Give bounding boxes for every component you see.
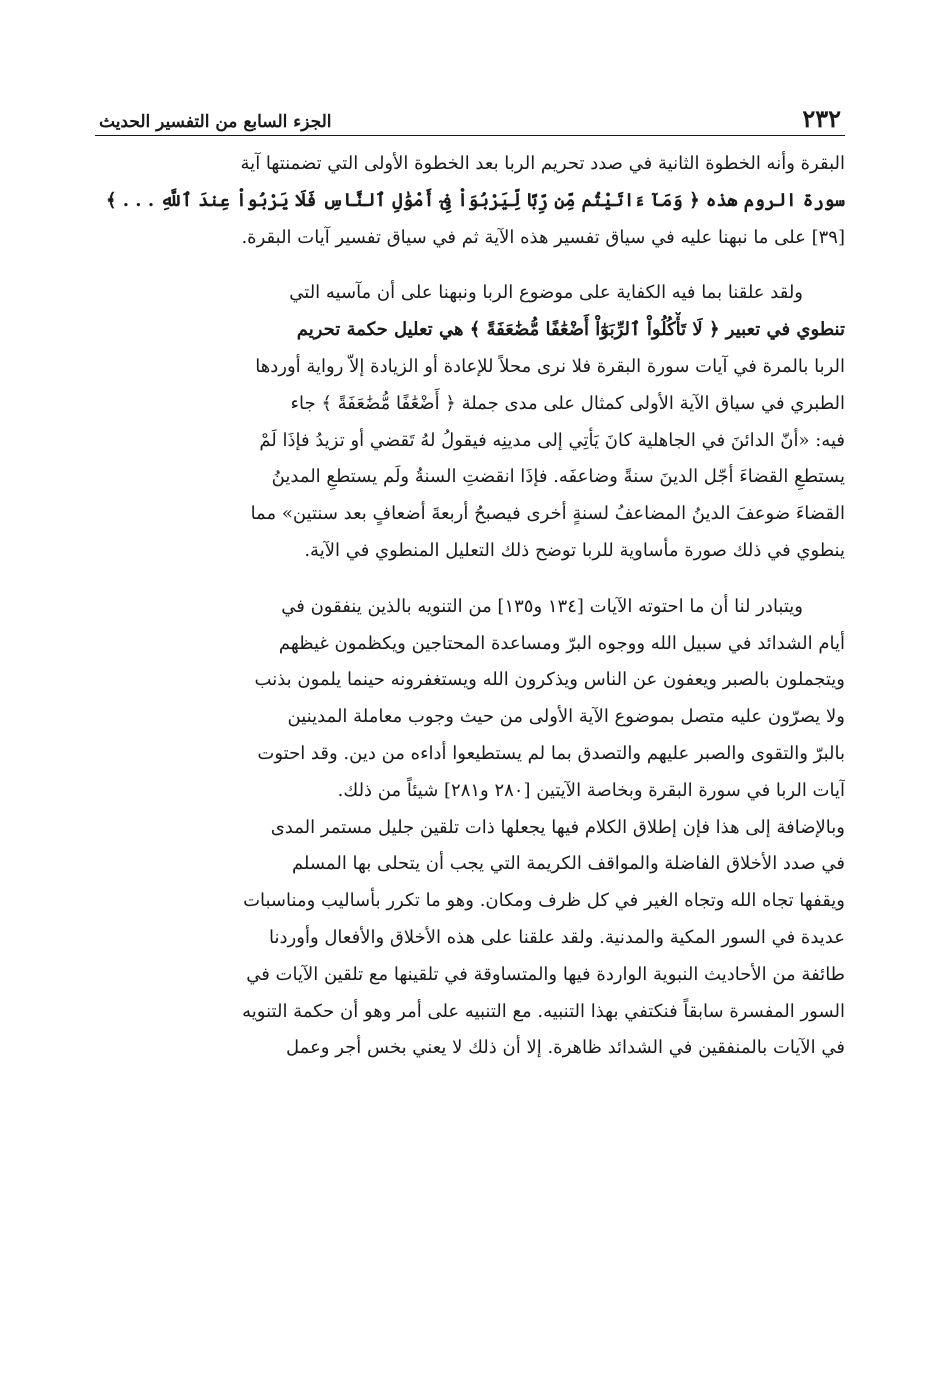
running-title: الجزء السابع من التفسير الحديث: [99, 112, 332, 132]
text-line: أيام الشدائد في سبيل الله ووجوه البرّ ومساعدة المحتاجين ويكظمون غيظهم: [278, 632, 845, 654]
text-line: ويقفها تجاه الله وتجاه الغير في كل ظرف ومكان. وهو ما تكرر بأساليب ومناسبات: [243, 890, 845, 912]
text-line: ولقد علقنا بما فيه الكفاية على موضوع الربا ونبهنا على أن مآسيه التي: [289, 282, 803, 304]
text-line: في صدد الأخلاق الفاضلة والمواقف الكريمة التي يجب أن يتحلى بها المسلم: [291, 853, 845, 875]
text-line: آيات الربا في سورة البقرة وبخاصة الآيتين [٢٨٠ و٢٨١] شيئاً من ذلك.: [337, 779, 845, 801]
text-line: في الآيات بالمنفقين في الشدائد ظاهرة. إلا أن ذلك لا يعني بخس أجر وعمل: [286, 1037, 845, 1059]
text-line: ينطوي في ذلك صورة مأساوية للربا توضح ذلك التعليل المنطوي في الآية.: [304, 539, 845, 561]
text-line: فيه: «أنّ الدائنَ في الجاهلية كانَ يَأتِي إلى مدينِه فيقولُ لهُ تَقضي أو تزيدُ فإذَا لَمْ: [259, 429, 845, 451]
text-line: يستطعِ القضاءَ أجّل الدينَ سنةً وضاعفَه. فإذَا انقضتِ السنةُ ولَم يستطعِ المدينُ: [271, 466, 845, 488]
page-body: [95, 146, 845, 1067]
text-line-verse: تنطوي في تعبير ﴿ لَا تَأْكُلُواْ ٱلرِّبَوٰٓاْ أَضْعَٰفًا مُّضَٰعَفَةً ﴾ هي تعليل حكمة تحريم: [296, 319, 845, 341]
text-line: عديدة في السور المكية والمدنية. ولقد علقنا على هذه الأخلاق والأفعال وأوردنا: [269, 926, 845, 948]
text-line-verse: سورة الروم هذه ﴿ وَمَآ ءَاتَيْتُم مِّن رِّبًا لِّيَرْبُوَاْ فِىٓ أَمْوَٰلِ ٱلنَّاسِ فَلَا يَرْبُواْ عِندَ ٱللَّهِ . . . ﴾: [105, 189, 845, 211]
paragraph-3: [95, 589, 845, 1067]
text-line: ولا يصرّون عليه متصل بموضوع الآية الأولى من حيث وجوب معاملة المدينين: [287, 706, 845, 728]
page-number: ٢٣٢: [802, 104, 841, 133]
text-line: القضاءَ ضوعفَ الدينُ المضاعفُ لسنةٍ أخرى فيصبحُ أربعةَ أضعافٍ بعد سنتين» مما: [250, 503, 845, 525]
text-line: طائفة من الأحاديث النبوية الواردة فيها والمتساوقة في تلقينها مع تلقين الآيات في: [246, 963, 845, 985]
text-line: البقرة وأنه الخطوة الثانية في صدد تحريم الربا بعد الخطوة الأولى التي تضمنتها آية: [240, 153, 845, 174]
text-line: الربا بالمرة في آيات سورة البقرة فلا نرى محلاً للإعادة أو الزيادة إلاّ رواية أوردها: [255, 355, 845, 377]
text-line: ويتبادر لنا أن ما احتوته الآيات [١٣٤ و١٣٥] من التنويه بالذين ينفقون في: [281, 595, 803, 617]
paragraph-1: [95, 146, 845, 256]
text-line: [٣٩] على ما نبهنا عليه في سياق تفسير هذه الآية ثم في سياق تفسير آيات البقرة.: [241, 226, 845, 248]
text-line: الطبري في سياق الآية الأولى كمثال على مدى جملة ﴿ أَضْعَٰفًا مُّضَٰعَفَةً ﴾ جاء: [290, 392, 845, 414]
book-page: [95, 98, 845, 1067]
text-line: وبالإضافة إلى هذا فإن إطلاق الكلام فيها يجعلها ذات تلقين جليل مستمر المدى: [270, 816, 845, 838]
text-line: السور المفسرة سابقاً فنكتفي بهذا التنبيه. مع التنبيه على أمر وهو أن حكمة التنويه: [242, 1000, 845, 1022]
paragraph-2: [95, 275, 845, 569]
page-header: [95, 98, 845, 136]
text-line: ويتجملون بالصبر ويعفون عن الناس ويذكرون الله ويستغفرونه حينما يلمون بذنب: [254, 669, 845, 691]
text-line: بالبرّ والتقوى والصبر عليهم والتصدق بما لم يستطيعوا أداءه من دين. وقد احتوت: [257, 742, 845, 764]
